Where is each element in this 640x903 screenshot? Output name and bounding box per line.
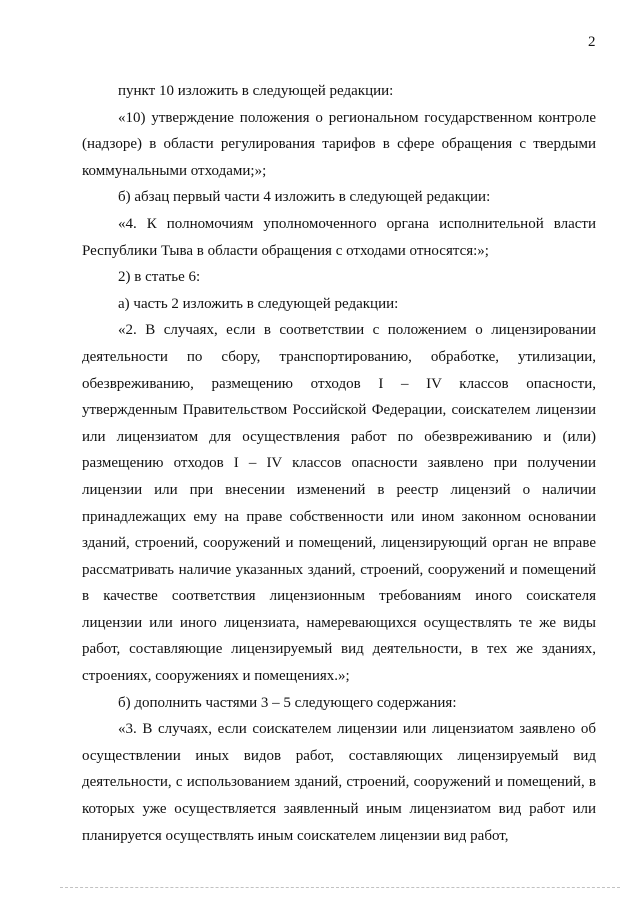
page-number: 2 — [588, 34, 596, 50]
paragraph-part-3-text: «3. В случаях, если соискателем лицензии или лицензиатом заявлено об осуществлении иных видов работ, составляющих лицензируемый вид деятельности, с использованием зданий, строений, сооружений и помещений, в которых уже осуществляется заявленный иным лицензиатом вид работ или планируется осуществлять иным соискателем лицензии вид работ, — [82, 721, 596, 844]
paragraph-part-4-intro: б) абзац первый части 4 изложить в следующей редакции: — [118, 189, 491, 206]
paragraph-part-2-intro: а) часть 2 изложить в следующей редакции: — [118, 295, 399, 312]
paragraph-part-2-text: «2. В случаях, если в соответствии с положением о лицензировании деятельности по сбору, транспортированию, обработке, утилизации, обезвреживанию, размещению отходов I – IV классов опасности, утвержденным Правительством Российской Федерации, соискателем лицензии или лицензиатом для осуществления работ по обезвреживанию и (или) размещению отходов I – IV классов опасности заявлено при получении лицензии или при внесении изменений в реестр лицензий о наличии принадлежащих ему на праве собственности или ином законном основании зданий, строений, сооружений и помещений, лицензирующий орган не вправе рассматривать наличие указанных зданий, строений, сооружений и помещений в качестве соответствия лицензионным требованиям иного соискателя лицензии или иного лицензиата, намеревающихся осуществлять те же виды работ, составляющие лицензируемый вид деятельности, в тех же зданиях, строениях, сооружениях и помещениях.»; — [82, 322, 596, 685]
paragraph-item-10-text: «10) утверждение положения о региональном государственном контроле (надзоре) в области регулирования тарифов в сфере обращения с твердыми коммунальными отходами;»; — [82, 109, 596, 179]
paragraph-parts-3-5-intro: б) дополнить частями 3 – 5 следующего содержания: — [118, 694, 457, 711]
paragraph-item-10-intro: пункт 10 изложить в следующей редакции: — [118, 83, 394, 99]
paragraph-article-6: 2) в статье 6: — [118, 269, 201, 286]
scan-edge-line — [60, 887, 620, 888]
paragraph-part-4-text: «4. К полномочиям уполномоченного органа исполнительной власти Республики Тыва в области обращения с отходами относятся:»; — [82, 215, 596, 259]
document-body — [82, 78, 596, 849]
